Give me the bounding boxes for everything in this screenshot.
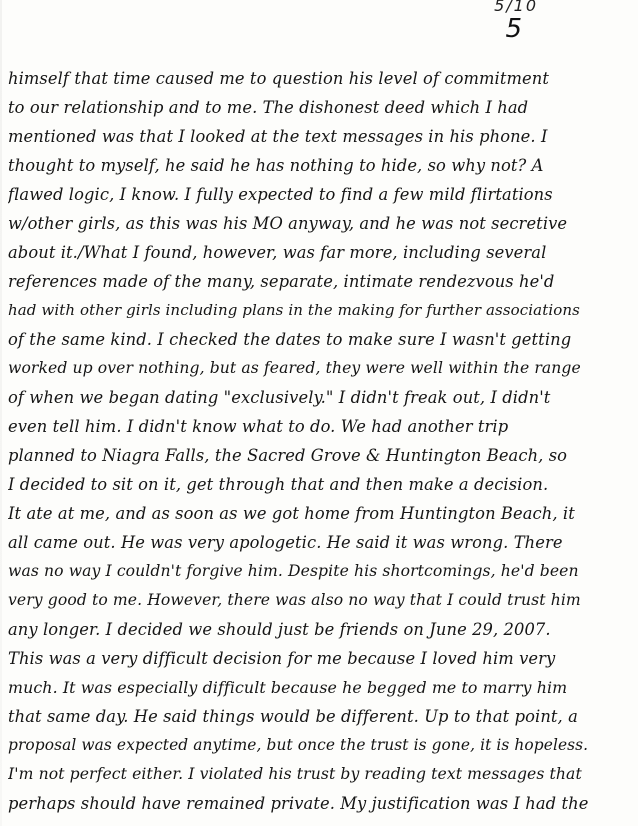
text-line-1: himself that time caused me to question his level of commitment — [8, 69, 549, 88]
handwritten-text-body — [8, 64, 630, 818]
page-corner-mark: 5/10 — [494, 0, 538, 15]
text-line-26: perhaps should have remained private. My justification was I had the — [8, 794, 589, 813]
text-line-3: mentioned was that I looked at the text messages in his phone. I — [8, 127, 548, 146]
page-edge — [0, 0, 2, 826]
text-line-8: references made of the many, separate, intimate rendezvous he'd — [8, 272, 555, 291]
text-line-15: I decided to sit on it, get through that and then make a decision. — [8, 475, 549, 494]
text-line-2: to our relationship and to me. The dishonest deed which I had — [8, 98, 529, 117]
text-line-25: I'm not perfect either. I violated his trust by reading text messages that — [8, 765, 582, 783]
text-line-12: of when we began dating "exclusively." I didn't freak out, I didn't — [8, 388, 551, 407]
text-line-24: proposal was expected anytime, but once the trust is gone, it is hopeless. — [8, 736, 589, 754]
text-line-17: all came out. He was very apologetic. He said it was wrong. There — [8, 533, 563, 552]
text-line-7: about it./What I found, however, was far more, including several — [8, 243, 547, 262]
text-line-14: planned to Niagra Falls, the Sacred Grove & Huntington Beach, so — [8, 446, 568, 465]
text-line-11: worked up over nothing, but as feared, they were well within the range — [8, 359, 581, 377]
text-line-6: w/other girls, as this was his MO anyway, and he was not secretive — [8, 214, 568, 233]
text-line-13: even tell him. I didn't know what to do. We had another trip — [8, 417, 509, 436]
text-line-16: It ate at me, and as soon as we got home from Huntington Beach, it — [8, 504, 575, 523]
text-line-18: was no way I couldn't forgive him. Despite his shortcomings, he'd been — [8, 562, 579, 580]
text-line-20: any longer. I decided we should just be friends on June 29, 2007. — [8, 620, 551, 639]
page-number: 5 — [505, 14, 522, 44]
text-line-10: of the same kind. I checked the dates to make sure I wasn't getting — [8, 330, 572, 349]
text-line-19: very good to me. However, there was also no way that I could trust him — [8, 591, 581, 609]
text-line-23: that same day. He said things would be different. Up to that point, a — [8, 707, 578, 726]
text-line-22: much. It was especially difficult because he begged me to marry him — [8, 678, 568, 697]
text-line-5: flawed logic, I know. I fully expected to find a few mild flirtations — [8, 185, 553, 204]
text-line-21: This was a very difficult decision for me because I loved him very — [8, 649, 556, 668]
text-line-4: thought to myself, he said he has nothing to hide, so why not? A — [8, 156, 544, 175]
text-line-9: had with other girls including plans in the making for further associations — [8, 301, 580, 319]
